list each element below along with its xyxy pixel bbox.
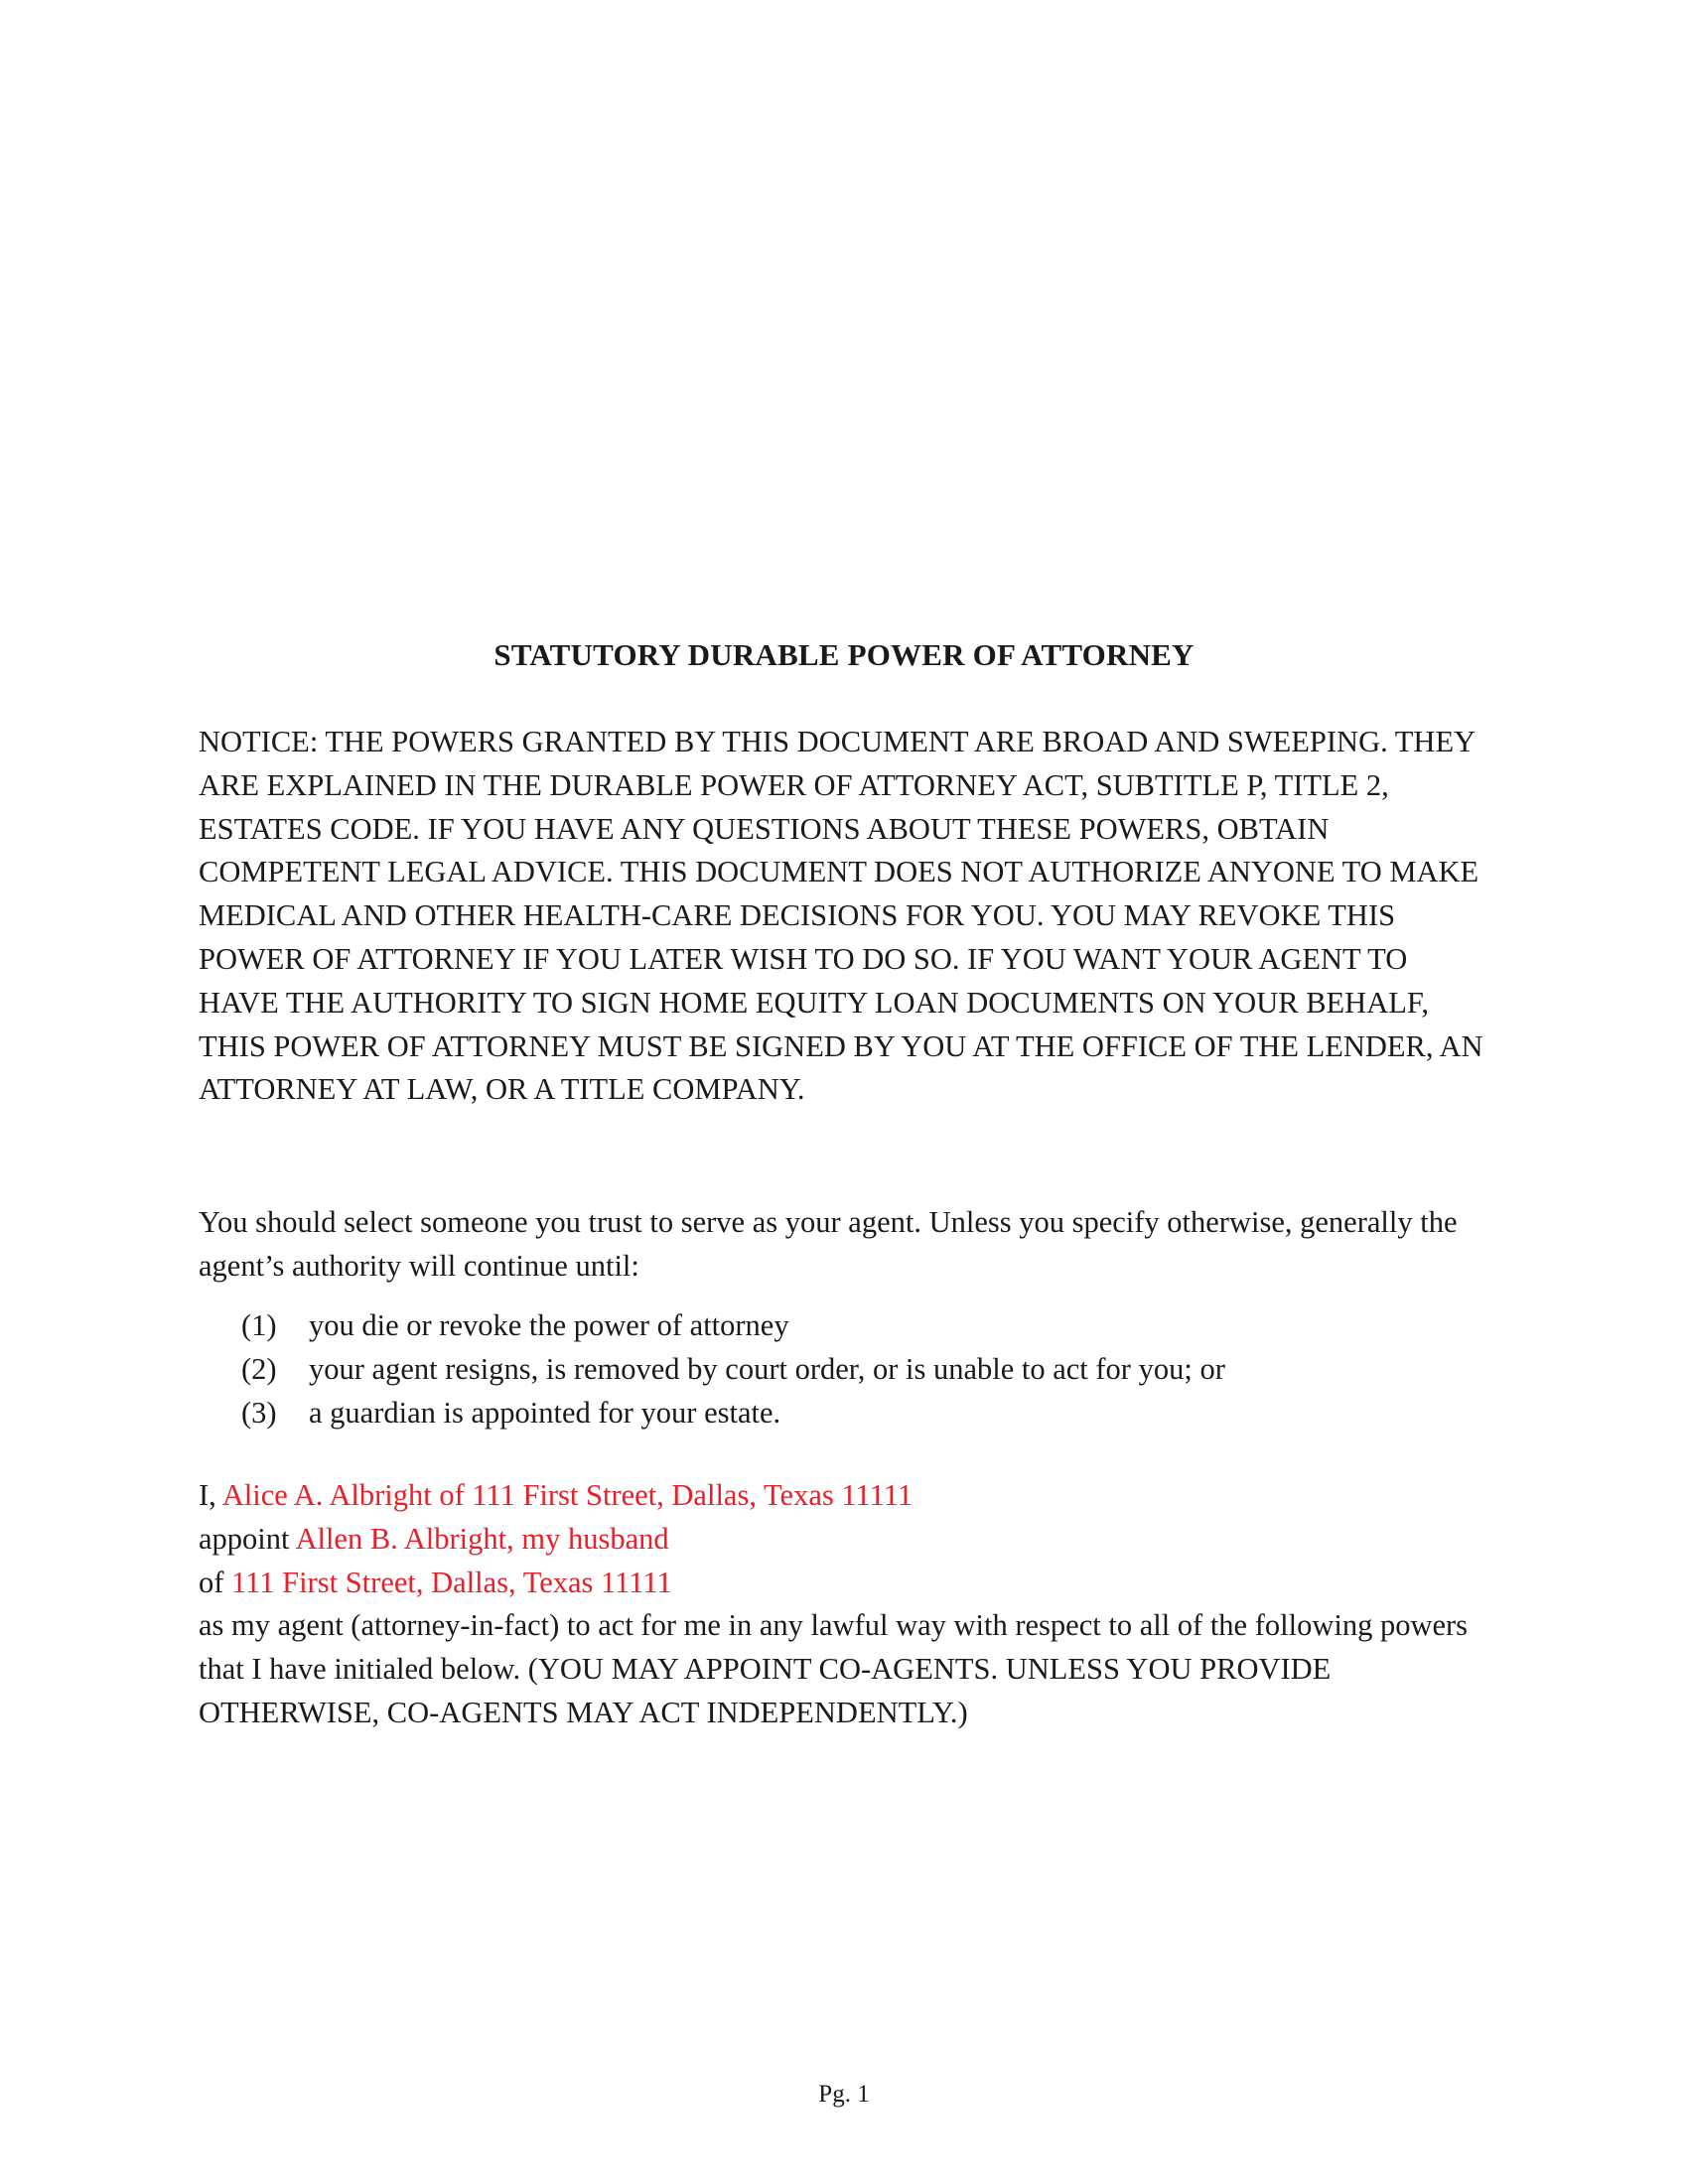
- notice-paragraph: NOTICE: THE POWERS GRANTED BY THIS DOCUMENT ARE BROAD AND SWEEPING. THEY ARE EXPLAINED IN THE DURABLE POWER OF ATTORNEY ACT, SUBTITLE P, TITLE 2, ESTATES CODE. IF YOU HAVE ANY QUESTIONS ABOUT THESE POWERS, OBTAIN COMPETENT LEGAL ADVICE. THIS DOCUMENT DOES NOT AUTHORIZE ANYONE TO MAKE MEDICAL AND OTHER HEALTH-CARE DECISIONS FOR YOU. YOU MAY REVOKE THIS POWER OF ATTORNEY IF YOU LATER WISH TO DO SO. IF YOU WANT YOUR AGENT TO HAVE THE AUTHORITY TO SIGN HOME EQUITY LOAN DOCUMENTS ON YOUR BEHALF, THIS POWER OF ATTORNEY MUST BE SIGNED BY YOU AT THE OFFICE OF THE LENDER, AN ATTORNEY AT LAW, OR A TITLE COMPANY.: [199, 725, 1483, 1107]
- agent-selection-paragraph: You should select someone you trust to serve as your agent. Unless you specify otherwise, generally the agent’s authority will continue until:: [199, 1205, 1458, 1283]
- appoint-prefix: appoint: [199, 1521, 290, 1556]
- list-item-text: your agent resigns, is removed by court order, or is unable to act for you; or: [309, 1351, 1225, 1386]
- principal-line: [199, 1474, 1489, 1518]
- list-item-number: (1): [241, 1308, 277, 1342]
- principal-name-field: Alice A. Albright of 111 First Street, Dallas, Texas 11111: [221, 1478, 914, 1512]
- list-item-text: you die or revoke the power of attorney: [309, 1308, 789, 1342]
- list-item: [241, 1304, 1489, 1348]
- termination-conditions-list: [241, 1304, 1489, 1434]
- address-prefix: of: [199, 1565, 224, 1599]
- list-item: [241, 1392, 1489, 1435]
- agent-name-field: Allen B. Albright, my husband: [295, 1521, 669, 1556]
- appointment-closing-text: as my agent (attorney-in-fact) to act for me in any lawful way with respect to all of the following powers that I have initialed below. (YOU MAY APPOINT CO-AGENTS. UNLESS YOU PROVIDE OTHERWISE, CO-AGENTS MAY ACT INDEPENDENTLY.): [199, 1608, 1469, 1729]
- appointment-section: [199, 1474, 1489, 1735]
- agent-line: [199, 1518, 1489, 1562]
- agent-address-line: [199, 1562, 1489, 1605]
- agent-address-field: 111 First Street, Dallas, Texas 11111: [231, 1565, 672, 1599]
- document-title: STATUTORY DURABLE POWER OF ATTORNEY: [493, 637, 1195, 672]
- list-item: [241, 1348, 1489, 1392]
- list-item-number: (3): [241, 1395, 277, 1430]
- principal-prefix: I,: [199, 1478, 216, 1512]
- list-item-number: (2): [241, 1351, 277, 1386]
- list-item-text: a guardian is appointed for your estate.: [309, 1395, 781, 1430]
- page-number: Pg. 1: [818, 2081, 870, 2108]
